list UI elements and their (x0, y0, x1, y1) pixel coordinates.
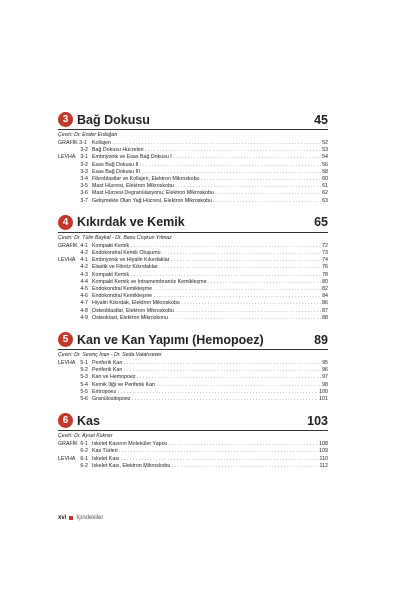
chapter-translator: Çeviri: Dr. Ender Erdoğan (58, 132, 118, 138)
chapter-translator: Çeviri: Dr. Tülin Baykal - Dr. Banu Coşkun Yılmaz (58, 234, 172, 241)
entry-title: Gelişmekte Olan Yağ Hücresi, Elektron Mikroskobu . . . (88, 198, 321, 205)
entry-page: 54 (322, 154, 328, 161)
entry-page: 56 (322, 161, 328, 168)
entry-title: Mast Hücresi Degranülasyonu, Elektron Mikroskobu . . . (88, 190, 321, 197)
chapter-section (58, 332, 328, 403)
entry-code: 4-9 (80, 314, 88, 321)
toc-entry[interactable] (58, 286, 328, 293)
toc-entry[interactable] (58, 448, 328, 455)
footer-square-icon (69, 516, 73, 520)
entry-page: 63 (322, 197, 328, 204)
entry-page: 73 (322, 250, 328, 257)
entry-type-code: GRAFİK 3-1 (58, 140, 87, 146)
entry-page: 61 (322, 183, 328, 190)
toc-entry[interactable] (58, 243, 328, 250)
entry-page: 84 (322, 293, 328, 300)
entry-title: Kompakt Kemik . . . (88, 243, 321, 250)
chapter-page: 45 (314, 112, 328, 127)
entry-code: 4-4 (80, 278, 88, 285)
toc-entry[interactable] (58, 382, 328, 389)
toc-entry[interactable] (58, 396, 328, 403)
toc-entry[interactable] (58, 264, 328, 271)
entry-page: 101 (319, 396, 328, 403)
entry-type: LEVHA (58, 257, 76, 264)
entry-page: 74 (322, 257, 328, 264)
entry-page: 95 (322, 360, 328, 367)
entry-page: 97 (322, 374, 328, 381)
entry-code: 4-6 (80, 293, 88, 300)
entry-title: İskelet Kası . . . (88, 456, 319, 463)
chapter-header (58, 112, 328, 130)
entry-code: 5-5 (80, 388, 88, 395)
entry-page: 110 (319, 455, 328, 462)
entry-page: 96 (322, 367, 328, 374)
entry-title: Kompakt Kemik ve İntramembranöz Kemikleşme . . . (88, 279, 321, 286)
entry-title: Osteoklast, Elektron Mikroskonu . . . (88, 315, 321, 322)
chapter-header (58, 332, 328, 350)
entry-page: 72 (322, 242, 328, 249)
toc-entry[interactable] (58, 162, 328, 169)
footer-label: İçindekiler (76, 515, 104, 521)
entry-page: 52 (322, 140, 328, 146)
toc-entry[interactable] (58, 190, 328, 197)
toc-entry[interactable] (58, 315, 328, 322)
toc-entry[interactable] (58, 463, 328, 470)
entry-title: Kompakt Kemik . . . (88, 272, 321, 279)
entry-title: Periferik Kan . . . (88, 360, 321, 367)
entry-title: Esas Bağ Dokusu II . . . (88, 162, 321, 169)
entry-title: Esas Bağ Dokusu III . . . (88, 169, 321, 176)
entry-code: 3-2 (80, 161, 88, 168)
footer-page-number: xvi (58, 515, 67, 521)
toc-entry[interactable] (58, 279, 328, 286)
toc-entry[interactable] (58, 169, 328, 176)
entry-page: 112 (319, 462, 328, 469)
toc-entry[interactable] (58, 140, 328, 147)
chapter-translator: Çeviri: Dr. Aysel Kükner (58, 433, 113, 440)
toc-entry[interactable] (58, 441, 328, 448)
entry-code: 6-2 (80, 448, 88, 455)
chapter-title: Bağ Dokusu (77, 112, 150, 127)
entry-code: 3-1 (80, 154, 88, 161)
toc-entry[interactable] (58, 154, 328, 161)
entry-page: 100 (319, 388, 328, 395)
entry-page: 98 (322, 381, 328, 388)
entry-page: 62 (322, 190, 328, 197)
entry-code: 5-2 (80, 367, 88, 374)
table-of-contents (58, 112, 328, 480)
entry-page: 87 (322, 307, 328, 314)
entry-title: Endokondral Kemikleşme . . . (88, 293, 321, 300)
entry-page: 58 (322, 168, 328, 175)
toc-entry[interactable] (58, 183, 328, 190)
chapter-title: Kıkırdak ve Kemik (77, 215, 185, 230)
toc-entry[interactable] (58, 257, 328, 264)
chapter-header (58, 215, 328, 233)
entry-title: Kemik İliği ve Periferik Kan . . . (88, 382, 321, 389)
chapter-number-badge: 5 (58, 332, 73, 347)
entry-code: 4-3 (80, 271, 88, 278)
entry-type: LEVHA (58, 360, 76, 367)
chapter-page: 89 (314, 332, 328, 347)
entry-code: 4-1 (80, 242, 88, 249)
entry-title: Elastik ve Fibröz Kıkırdaklar . . . (88, 264, 321, 271)
chapter-list (58, 112, 328, 470)
toc-entry[interactable] (58, 456, 328, 463)
entry-title: Endokondral Kemikleşme . . . (88, 286, 321, 293)
entry-code: 3-7 (80, 197, 88, 204)
entry-title: Periferik Kan . . . (88, 367, 321, 374)
chapter-section (58, 413, 328, 470)
entry-page: 82 (322, 286, 328, 293)
entry-page: 78 (322, 271, 328, 278)
page-footer (58, 515, 103, 521)
entry-title: Osteoblastlar, Elektron Mikroskobu . . . (88, 308, 321, 315)
entry-type: LEVHA (58, 154, 76, 161)
entry-code: 5-1 (80, 360, 88, 367)
entry-page: 109 (319, 448, 328, 455)
entry-type: GRAFİK (58, 441, 78, 448)
entry-page: 76 (322, 264, 328, 271)
toc-entry[interactable] (58, 308, 328, 315)
entry-code: 5-4 (80, 381, 88, 388)
toc-entry[interactable] (58, 300, 328, 307)
chapter-number-badge: 4 (58, 215, 73, 230)
toc-entry[interactable] (58, 374, 328, 381)
chapter-page: 103 (307, 413, 328, 428)
entry-title: Granülositopoez . . . (88, 396, 318, 403)
entry-code: 3-3 (80, 168, 88, 175)
entry-title: İskelet Kasının Moleküler Yapısı . . . (88, 441, 318, 448)
entry-code: 6-2 (80, 462, 88, 469)
entry-title: Bağ Dokusu Hücreleri . . . (88, 147, 321, 154)
entry-title: Kan ve Hemopoez . . . (88, 374, 321, 381)
entry-code: 5-3 (80, 374, 88, 381)
toc-entry[interactable] (58, 198, 328, 205)
entry-page: 88 (322, 314, 328, 321)
chapter-number-badge: 6 (58, 413, 73, 428)
entry-code: 4-1 (80, 257, 88, 264)
entry-title: Eritropoez . . . (88, 389, 318, 396)
entry-title: Kas Türleri . . . (88, 448, 318, 455)
toc-entry[interactable] (58, 293, 328, 300)
toc-entry[interactable] (58, 389, 328, 396)
entry-title: Embriyonik ve Esas Bağ Dokusu I . . . (88, 154, 321, 161)
entry-title: Kollajen . . . (88, 140, 321, 147)
toc-entry[interactable] (58, 176, 328, 183)
entry-page: 80 (322, 278, 328, 285)
entry-title: Fibroblastlar ve Kollajen, Elektron Mikroskobu . . . (88, 176, 321, 183)
chapter-number-badge: 3 (58, 112, 73, 127)
entry-type: GRAFİK (58, 242, 78, 249)
chapter-title: Kan ve Kan Yapımı (Hemopoez) (77, 332, 264, 347)
entry-code: 6-1 (80, 441, 88, 448)
chapter-translator: Çeviri: Dr. Sevinç İnan - Dr. Seda Vatansever (58, 352, 162, 359)
entry-code: 5-6 (80, 396, 88, 403)
entry-page: 108 (319, 441, 328, 448)
entry-code: 4-5 (80, 286, 88, 293)
entry-code: 4-2 (80, 250, 88, 257)
entry-title: Hiyalin Kıkırdak, Elektron Mikroskobu . . . (88, 300, 321, 307)
toc-entry[interactable] (58, 147, 328, 154)
entry-page: 60 (322, 176, 328, 183)
entry-code: 3-6 (80, 190, 88, 197)
entry-page: 53 (322, 147, 328, 154)
entry-title: Mast Hücresi, Elektron Mikroskobu . . . (88, 183, 321, 190)
toc-entry[interactable] (58, 360, 328, 367)
entry-page: 86 (322, 300, 328, 307)
toc-entry[interactable] (58, 272, 328, 279)
entry-title: Endokondral Kemik Oluşumu . . . (88, 250, 321, 257)
entry-code: 4-2 (80, 264, 88, 271)
entry-code: 4-7 (80, 300, 88, 307)
entry-code: 4-8 (80, 307, 88, 314)
chapter-section (58, 215, 328, 322)
toc-entry[interactable] (58, 367, 328, 374)
entry-title: Embriyonik ve Hiyalin Kıkırdaklar . . . (88, 257, 321, 264)
toc-entry[interactable] (58, 250, 328, 257)
entry-code: 6-1 (80, 455, 88, 462)
chapter-header (58, 413, 328, 431)
entry-code: 3-5 (80, 183, 88, 190)
entry-code: 3-2 (80, 147, 88, 154)
chapter-page: 65 (314, 215, 328, 230)
chapter-section (58, 112, 328, 205)
chapter-title: Kas (77, 413, 100, 428)
entry-title: İskelet Kası, Elektron Mikroskobu . . . (88, 463, 319, 470)
entry-type: LEVHA (58, 455, 76, 462)
entry-code: 3-4 (80, 176, 88, 183)
